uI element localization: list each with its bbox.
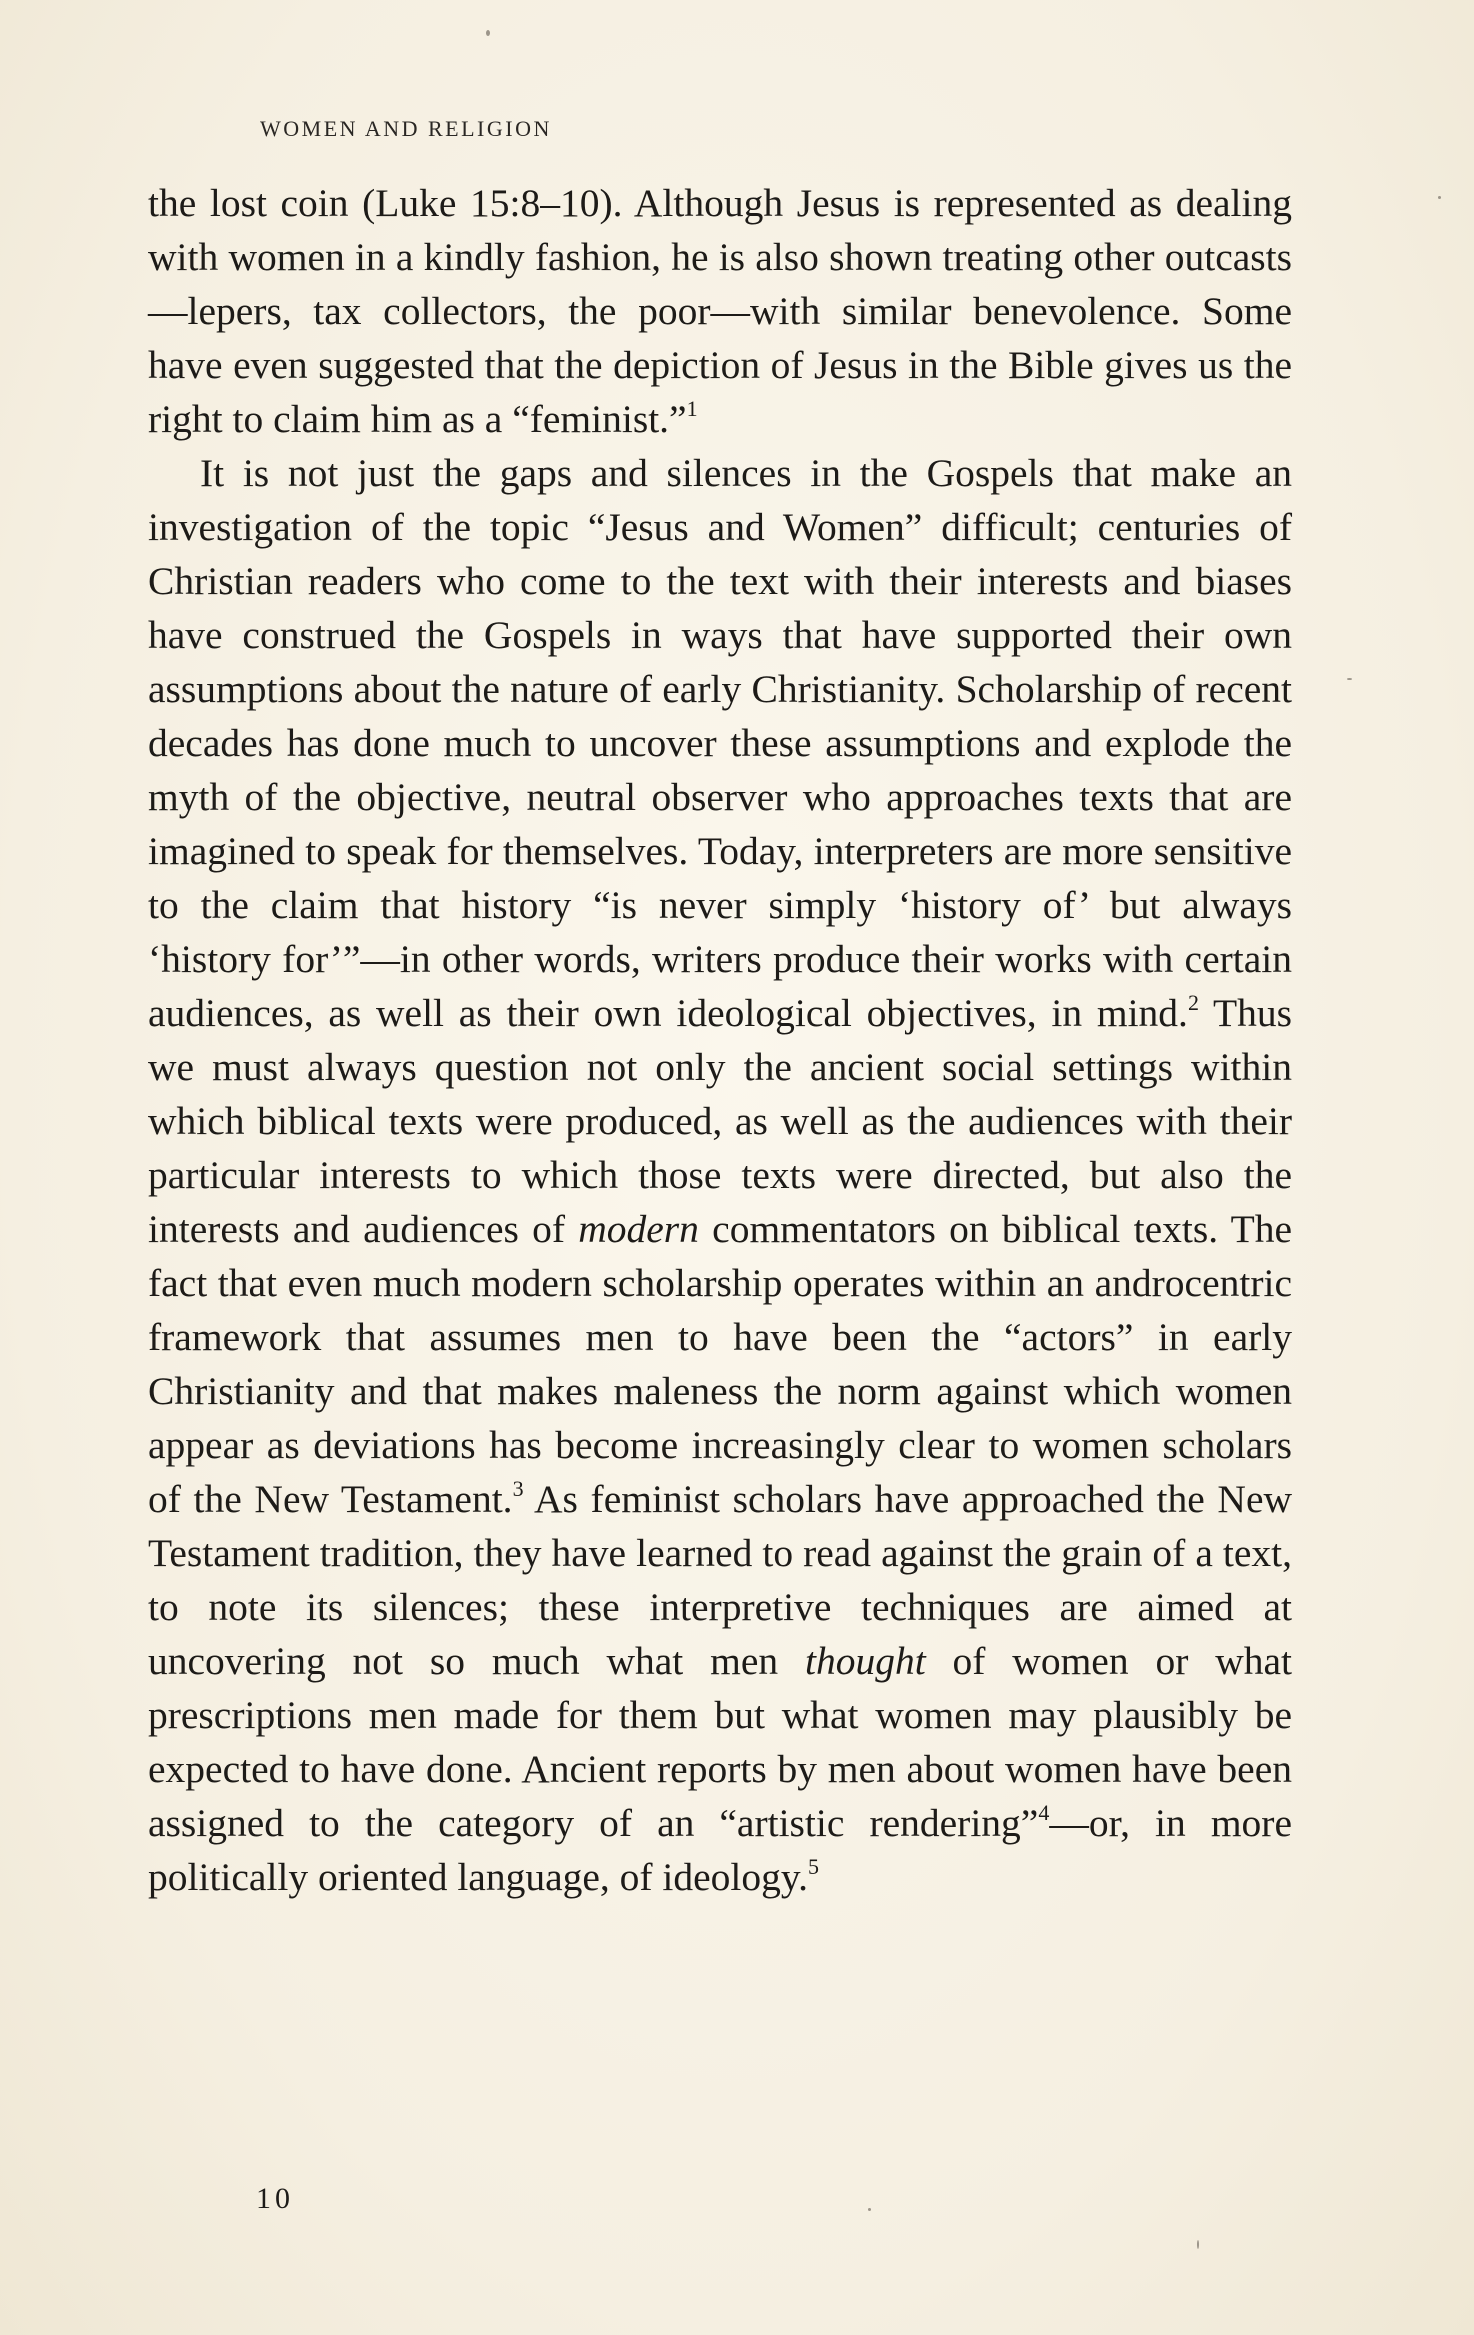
footnote-ref-5: 5: [807, 1854, 819, 1879]
paragraph-2: [148, 446, 1292, 1904]
footnote-ref-3: 3: [512, 1476, 524, 1501]
page-number: 10: [256, 2182, 294, 2215]
footnote-ref-2: 2: [1187, 990, 1199, 1015]
body-text: [148, 176, 1292, 1904]
paragraph-2-seg-3: commentators on biblical texts. The fact that even much modern scholarship operates within an androcentric framework that assumes men to have been the “actors” in early Christianity and that makes maleness the norm against which women appear as deviations has become increasingly clear to women scholars of the New Testament.: [148, 1207, 1292, 1521]
paragraph-2-seg-6: —or, in more politically oriented language, of ideology.: [148, 1801, 1292, 1899]
paper-speck: [486, 30, 490, 36]
paragraph-2-seg-5: of women or what prescriptions men made for them but what women may plausibly be expected to have done. Ancient reports by men about women have been assigned to the category of an “artistic rendering”: [148, 1639, 1292, 1845]
paragraph-1: [148, 176, 1292, 446]
emphasis-thought: thought: [804, 1639, 926, 1683]
emphasis-modern: modern: [578, 1207, 699, 1251]
paper-speck: [868, 2208, 871, 2211]
footnote-ref-4: 4: [1038, 1800, 1050, 1825]
paragraph-2-seg-4: As feminist scholars have approached the New Testament tradition, they have learned to read against the grain of a text, to note its silences; these interpretive techniques are aimed at uncovering not so much what men: [148, 1477, 1293, 1683]
paragraph-2-seg-2: Thus we must always question not only the ancient social settings within which biblical texts were produced, as well as the audiences with their particular interests to which those texts were directed, but also the interests and audiences of: [148, 991, 1292, 1251]
paper-speck: [1347, 678, 1352, 680]
footnote-ref-1: 1: [686, 396, 698, 421]
running-head: WOMEN AND RELIGION: [260, 116, 552, 141]
paper-speck: [1197, 2240, 1199, 2249]
paper-speck: [1438, 196, 1441, 199]
paragraph-2-seg-1: It is not just the gaps and silences in the Gospels that make an investigation of the topic “Jesus and Women” difficult; centuries of Christian readers who come to the text with their interests and biases have construed the Gospels in ways that have supported their own assumptions about the nature of early Christianity. Scholarship of recent decades has done much to uncover these assumptions and explode the myth of the objective, neutral observer who approaches texts that are imagined to speak for themselves. Today, interpreters are more sensitive to the claim that history “is never simply ‘history of’ but always ‘history for’”—in other words, writers produce their works with certain audiences, as well as their own ideological objectives, in mind.: [148, 451, 1292, 1035]
paragraph-1-text: the lost coin (Luke 15:8–10). Although Jesus is represented as dealing with women in a kindly fashion, he is also shown treating other outcasts—lepers, tax collectors, the poor—with similar benevolence. Some have even suggested that the depiction of Jesus in the Bible gives us the right to claim him as a “feminist.”: [148, 181, 1292, 441]
